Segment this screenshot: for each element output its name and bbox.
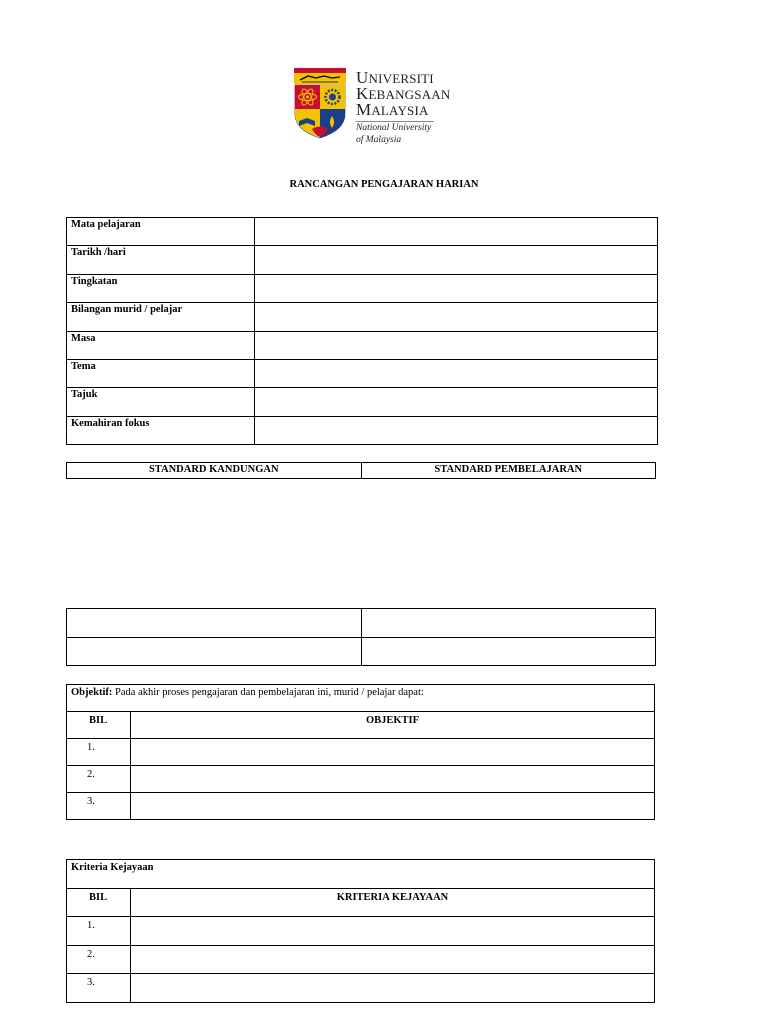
kriteria-title: Kriteria Kejayaan [67,860,655,889]
objektif-lead: Objektif: Pada akhir proses pengajaran dan pembelajaran ini, murid / pelajar dapat: [67,685,655,712]
table-row [67,359,658,387]
table-row [67,974,655,1003]
bil-column-header: BIL [67,888,131,917]
bil-column-header: BIL [67,712,131,739]
field-label: Masa [67,331,255,359]
kriteria-column-header: KRITERIA KEJAYAAN [131,888,655,917]
table-row [67,218,658,246]
field-value-cell[interactable] [255,303,658,331]
field-value-cell[interactable] [255,218,658,246]
row-number: 2. [67,766,131,793]
logo-subtitle-1: National University [356,123,432,133]
blank-cell[interactable] [67,637,362,666]
objektif-table [66,684,655,820]
field-label: Tema [67,359,255,387]
objektif-column-header: OBJEKTIF [131,712,655,739]
kriteria-cell[interactable] [131,945,655,974]
blank-cell[interactable] [361,637,656,666]
table-row [67,793,655,820]
table-row [67,331,658,359]
table-row [67,685,655,712]
table-row [67,945,655,974]
standards-header-table [66,462,656,479]
blank-cell[interactable] [67,609,362,638]
table-row [67,712,655,739]
university-logo [292,66,451,146]
logo-wordmark: UNIVERSITI KEBANGSAAN MALAYSIA National University of Malaysia [356,70,456,145]
page-title: RANCANGAN PENGAJARAN HARIAN [289,179,479,190]
objektif-cell[interactable] [131,793,655,820]
field-label: Kemahiran fokus [67,416,255,444]
table-row [67,860,655,889]
objektif-cell[interactable] [131,739,655,766]
row-number: 3. [67,974,131,1003]
blank-grid-table [66,608,656,666]
field-value-cell[interactable] [255,359,658,387]
logo-subtitle-2: of Malaysia [356,134,402,145]
kriteria-cell[interactable] [131,917,655,946]
table-row [67,739,655,766]
field-label: Mata pelajaran [67,218,255,246]
field-label: Tarikh /hari [67,246,255,274]
table-row [67,917,655,946]
field-value-cell[interactable] [255,416,658,444]
table-row [67,637,656,666]
field-label: Bilangan murid / pelajar [67,303,255,331]
field-label: Tingkatan [67,274,255,302]
standard-kandungan-header: STANDARD KANDUNGAN [67,463,362,479]
field-value-cell[interactable] [255,274,658,302]
table-row [67,416,658,444]
blank-cell[interactable] [361,609,656,638]
objektif-cell[interactable] [131,766,655,793]
table-row [67,609,656,638]
standard-pembelajaran-header: STANDARD PEMBELAJARAN [361,463,656,479]
info-table [66,217,658,445]
kriteria-cell[interactable] [131,974,655,1003]
table-row [67,888,655,917]
table-row [67,246,658,274]
kriteria-table [66,859,655,1003]
field-label: Tajuk [67,388,255,416]
crest-icon [292,66,348,140]
table-row [67,303,658,331]
table-row [67,766,655,793]
row-number: 3. [67,793,131,820]
row-number: 1. [67,739,131,766]
row-number: 2. [67,945,131,974]
row-number: 1. [67,917,131,946]
table-row [67,274,658,302]
field-value-cell[interactable] [255,388,658,416]
table-row [67,388,658,416]
field-value-cell[interactable] [255,246,658,274]
field-value-cell[interactable] [255,331,658,359]
